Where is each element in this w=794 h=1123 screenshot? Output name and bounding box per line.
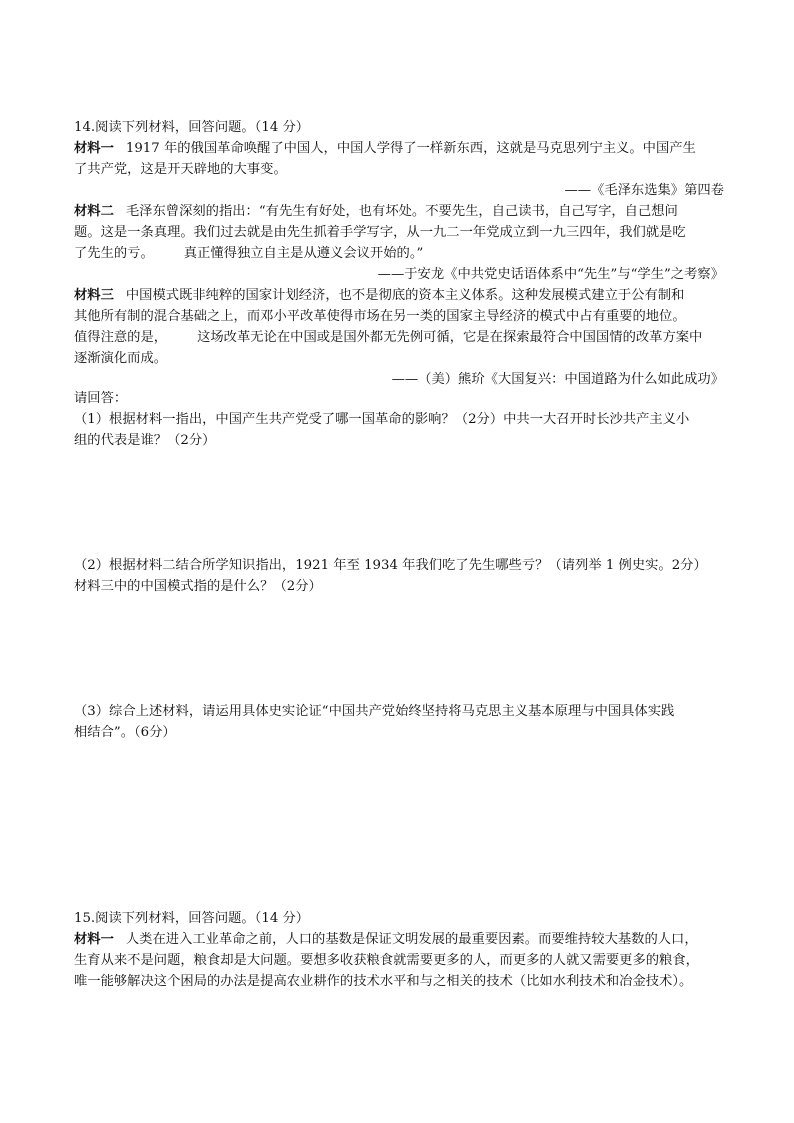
q14-material3-text1: 中国模式既非纯粹的国家计划经济，也不是彻底的资本主义体系。这种发展模式建立于公有制和 (125, 288, 685, 303)
q15-material1-line3: 唯一能够解决这个困局的办法是提高农业耕作的技术水平和与之相关的技术（比如水利技术和冶金技术）。 (74, 974, 693, 989)
q14-material2-line2: 题。这是一条真理。我们过去就是由先生抓着手学写字，从一九二一年党成立到一九三四年，我们就是吃 (74, 225, 686, 240)
q14-material3-label: 材料三 (74, 288, 114, 303)
q14-sub2-line1: （2）根据材料二结合所学知识指出，1921 年至 1934 年我们吃了先生哪些亏？（请列举 1 例史实。2分） (74, 558, 707, 573)
q14-sub3-line2: 相结合”。（6分） (74, 725, 176, 740)
q14-material3-line2: 其他所有制的混合基础之上，而邓小平改革使得市场在另一类的国家主导经济的模式中占有重要的地位。 (74, 309, 686, 324)
q14-material3-source: ——（美）熊玠《大国复兴：中国道路为什么如此成功》 (391, 372, 724, 387)
q14-material1-line1 (74, 139, 724, 159)
q14-material2-text1: 毛泽东曾深刻的指出：“有先生有好处，也有坏处。不要先生，自己读书，自己写字，自己想问 (125, 204, 678, 219)
q14-material3-line3 (74, 328, 724, 348)
q15-material1-line1 (74, 930, 724, 950)
q14-material2-line1 (74, 202, 724, 222)
q14-sub2-line2: 材料三中的中国模式指的是什么？（2分） (74, 579, 322, 594)
q14-material2-text3a: 了先生的亏。 (74, 246, 154, 261)
q15-material1-line2: 生育从来不是问题，粮食却是大问题。要想多收获粮食就需要更多的人，而更多的人就又需要更多的粮食， (74, 953, 699, 968)
q14-material2-text3b: 真正懂得独立自主是从遵义会议开始的。” (183, 246, 424, 261)
q14-sub1-line2: 组的代表是谁？（2分） (74, 433, 216, 448)
q14-material3-text3b: 这场改革无论在中国或是国外都无先例可循，它是在探索最符合中国国情的改革方案中 (197, 330, 703, 345)
q14-material2-line3 (74, 244, 724, 264)
q14-sub1-line1: （1）根据材料一指出，中国产生共产党受了哪一国革命的影响？（2分）中共一大召开时长沙共产主义小 (74, 412, 690, 427)
q14-material3-text3a: 值得注意的是， (74, 330, 168, 345)
q14-material1-text1: 1917 年的俄国革命唤醒了中国人，中国人学得了一样新东西，这就是马克思列宁主义。中国产生 (125, 141, 696, 156)
q14-material1-line2: 了共产党，这是开天辟地的大事变。 (74, 162, 287, 177)
q15-material1-label: 材料一 (74, 932, 114, 947)
q14-material2-source: ——于安龙《中共党史话语体系中“先生”与“学生”之考察》 (377, 267, 724, 282)
q14-sub3-line1: （3）综合上述材料，请运用具体史实论证“中国共产党始终坚持将马克思主义基本原理与中国具体实践 (74, 704, 675, 719)
q14-material1-source: ——《毛泽东选集》第四卷 (564, 183, 724, 198)
q14-material3-line4: 逐渐演化而成。 (74, 351, 168, 366)
q14-material3-line1 (74, 286, 724, 306)
q15-heading: 15.阅读下列材料，回答问题。（14 分） (74, 911, 310, 926)
q15-material1-text1: 人类在进入工业革命之前，人口的基数是保证文明发展的最重要因素。而要维持较大基数的人口， (125, 932, 698, 947)
q14-material2-label: 材料二 (74, 204, 114, 219)
q14-prompt: 请回答： (74, 391, 128, 406)
q14-material1-label: 材料一 (74, 141, 114, 156)
q14-heading: 14.阅读下列材料，回答问题。（14 分） (74, 120, 310, 135)
